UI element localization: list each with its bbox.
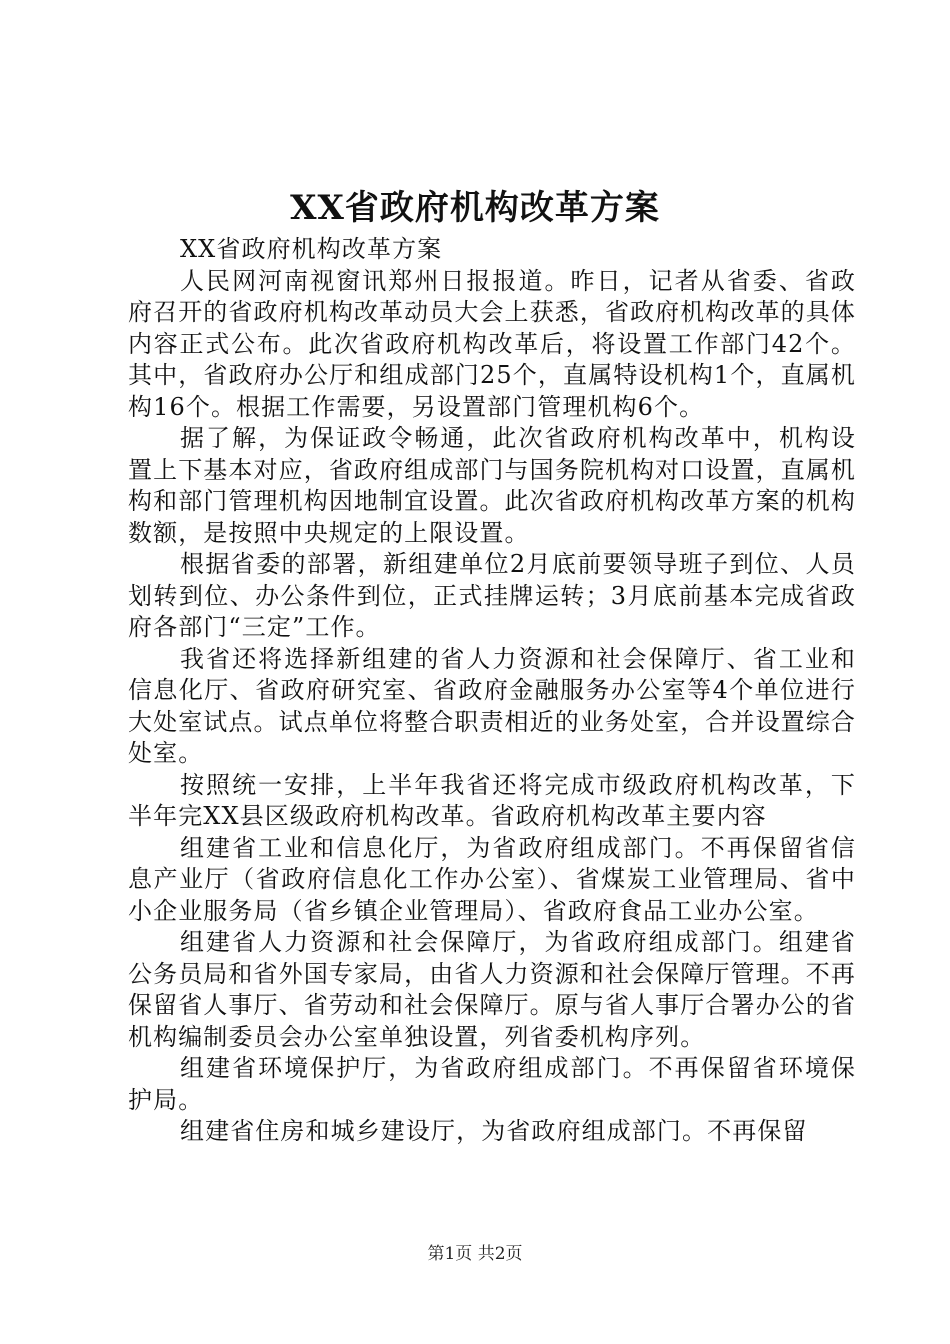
paragraph-7: 组建省工业和信息化厅，为省政府组成部门。不再保留省信息产业厅（省政府信息化工作办公室）、省煤炭工业管理局、省中小企业服务局（省乡镇企业管理局）、省政府食品工业办公室。 [128, 833, 856, 925]
document-body [128, 234, 856, 1148]
paragraph-3: 据了解，为保证政令畅通，此次省政府机构改革中，机构设置上下基本对应，省政府组成部门与国务院机构对口设置，直属机构和部门管理机构因地制宜设置。此次省政府机构改革方案的机构数额，是按照中央规定的上限设置。 [128, 424, 856, 547]
document-title: XX省政府机构改革方案 [290, 188, 660, 228]
paragraph-1: XX省政府机构改革方案 [180, 235, 443, 263]
paragraph-8: 组建省人力资源和社会保障厅，为省政府组成部门。组建省公务员局和省外国专家局，由省人力资源和社会保障厅管理。不再保留省人事厅、省劳动和社会保障厅。原与省人事厅合署办公的省机构编制委员会办公室单独设置，列省委机构序列。 [128, 928, 856, 1051]
page-footer: 第1页 共2页 [427, 1244, 523, 1264]
paragraph-9: 组建省环境保护厅，为省政府组成部门。不再保留省环境保护局。 [128, 1054, 856, 1114]
paragraph-4: 根据省委的部署，新组建单位2月底前要领导班子到位、人员划转到位、办公条件到位，正式挂牌运转；3月底前基本完成省政府各部门“三定”工作。 [128, 550, 856, 641]
paragraph-10: 组建省住房和城乡建设厅，为省政府组成部门。不再保留 [180, 1117, 808, 1145]
paragraph-6: 按照统一安排，上半年我省还将完成市级政府机构改革，下半年完XX县区级政府机构改革。省政府机构改革主要内容 [128, 770, 856, 830]
paragraph-2: 人民网河南视窗讯郑州日报报道。昨日，记者从省委、省政府召开的省政府机构改革动员大会上获悉，省政府机构改革的具体内容正式公布。此次省政府机构改革后，将设置工作部门42个。其中，省政府办公厅和组成部门25个，直属特设机构1个，直属机构16个。根据工作需要，另设置部门管理机构6个。 [128, 266, 856, 421]
paragraph-5: 我省还将选择新组建的省人力资源和社会保障厅、省工业和信息化厅、省政府研究室、省政府金融服务办公室等4个单位进行大处室试点。试点单位将整合职责相近的业务处室，合并设置综合处室。 [128, 644, 856, 767]
